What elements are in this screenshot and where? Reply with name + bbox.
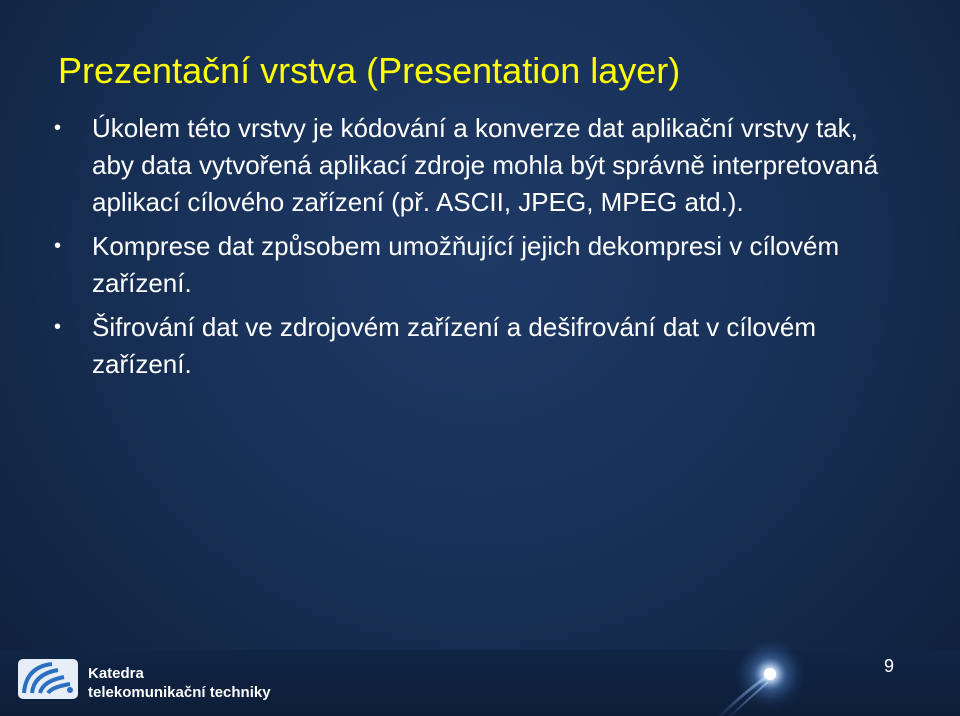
light-glow-decoration-icon (700, 622, 900, 716)
bullet-dot-icon: • (54, 235, 62, 257)
bullet-dot-icon: • (54, 117, 62, 139)
bullet-item (50, 309, 900, 383)
ktt-logo-icon (18, 659, 78, 699)
bullet-text: Komprese dat způsobem umožňující jejich dekompresi v cílovém zařízení. (92, 231, 840, 298)
logo-line-1: Katedra (88, 665, 144, 682)
page-number: 9 (884, 656, 895, 676)
logo-line-2: telekomunikační techniky (88, 684, 271, 701)
logo-text (88, 664, 271, 702)
bullet-dot-icon: • (54, 316, 62, 338)
bullet-item (50, 228, 900, 302)
bullet-item (50, 110, 900, 221)
bullet-list (50, 110, 900, 390)
bullet-text: Šifrování dat ve zdrojovém zařízení a dešifrování dat v cílovém zařízení. (92, 312, 817, 379)
slide-title: Prezentační vrstva (Presentation layer) (58, 50, 681, 91)
bullet-text: Úkolem této vrstvy je kódování a konverze dat aplikační vrstvy tak, aby data vytvořená aplikací zdroje mohla být správně interpretovaná aplikací cílového zařízení (př. ASCII, JPEG, MPEG atd.). (92, 113, 879, 217)
